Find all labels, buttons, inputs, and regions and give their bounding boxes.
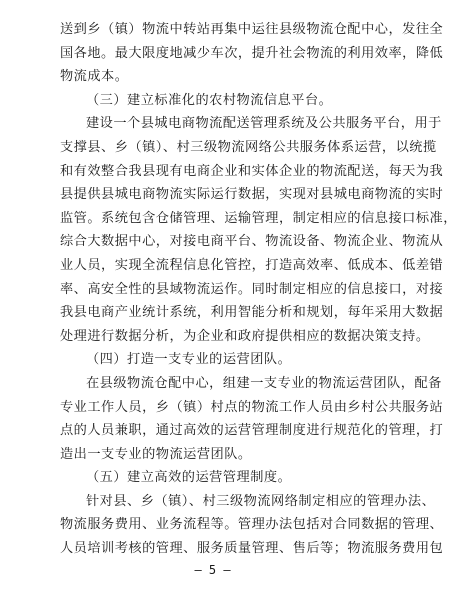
text-line: 我县电商产业统计系统，利用智能分析和规划，每年采用大数据 [60,305,444,321]
text-line: 县提供县城电商物流实际运行数据，实现对县城电商物流的实时 [60,187,444,203]
text-line: 专业工作人员，乡（镇）村点的物流工作人员由乡村公共服务站 [60,399,444,415]
text-line: 针对县、乡（镇）、村三级物流网络制定相应的管理办法、 [86,493,436,509]
text-line: 物流成本。 [60,69,129,85]
section-heading-4: （四）打造一支专业的运营团队。 [86,352,292,368]
text-line: 点的人员兼职，通过高效的运营管理制度进行规范化的管理，打 [60,423,444,439]
text-line: 送到乡（镇）物流中转站再集中运往县级物流仓配中心，发往全 [60,22,444,37]
text-line: 业人员，实现全流程信息化管控，打造高效率、低成本、低差错 [60,257,444,273]
text-line: 在县级物流仓配中心，组建一支专业的物流运营团队，配备 [86,375,442,391]
text-line: 建设一个县城电商物流配送管理系统及公共服务平台，用于 [86,116,442,132]
section-heading-3: （三）建立标准化的农村物流信息平台。 [86,92,333,108]
page-number: — 5 — [194,563,231,577]
text-line: 监管。系统包含仓储管理、运输管理，制定相应的信息接口标准， [60,210,457,226]
text-line: 人员培训考核的管理、服务质量管理、售后等；物流服务费用包 [60,541,444,557]
text-line: 支撑县、乡（镇）、村三级物流网络公共服务体系运营，以统揽 [60,139,437,155]
text-line: 处理进行数据分析，为企业和政府提供相应的数据决策支持。 [60,328,430,344]
body-text [60,18,457,561]
text-line: 和有效整合我县现有电商企业和实体企业的物流配送，每天为我 [60,163,444,179]
text-line: 造出一支专业的物流运营团队。 [60,446,252,462]
text-line: 率、高安全性的县域物流运作。同时制定相应的信息接口，对接 [60,281,444,297]
text-line: 国各地。最大限度地减少车次，提升社会物流的利用效率，降低 [60,45,444,61]
section-heading-5: （五）建立高效的运营管理制度。 [86,470,292,486]
text-line: 物流服务费用、业务流程等。管理办法包括对合同数据的管理、 [60,517,444,533]
text-line: 综合大数据中心，对接电商平台、物流设备、物流企业、物流从 [60,234,444,250]
